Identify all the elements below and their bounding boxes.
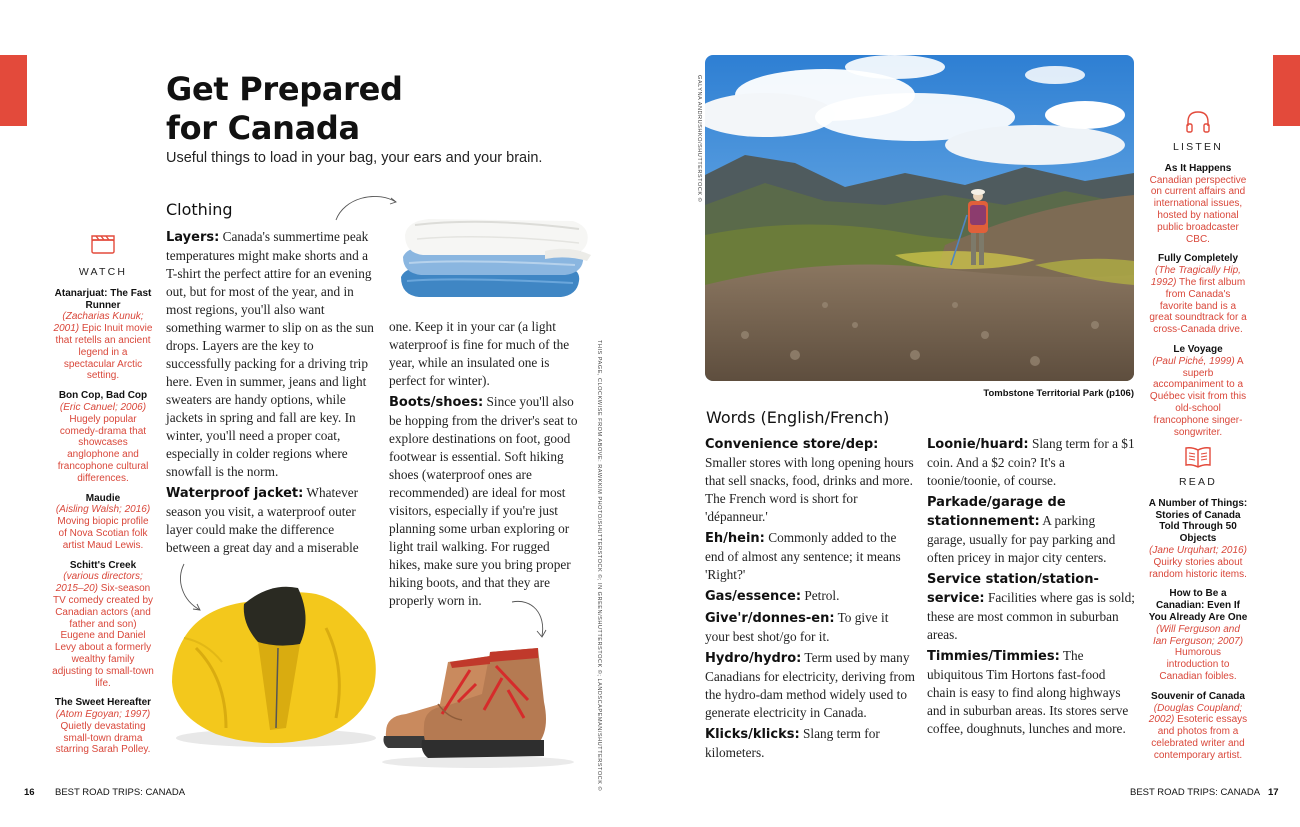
watch-item-description: Moving biopic profile of Nova Scotian folk artist Maud Lewis.: [57, 516, 149, 551]
watch-item-title: Schitt's Creek: [69, 559, 137, 571]
watch-item-title: Bon Cop, Bad Cop: [58, 390, 148, 402]
yellow-jacket-image: [166, 578, 384, 750]
read-item-title: Souvenir of Canada: [1151, 690, 1245, 702]
jacket-lead: Waterproof jacket:: [166, 486, 304, 501]
glossary-entry: [705, 529, 915, 584]
listen-heading: LISTEN: [1173, 141, 1223, 153]
glossary-term: Klicks/klicks:: [705, 727, 800, 742]
glossary-definition: Term used by many Canadians for electricity, deriving from the hydro-dam method widely used to generate electricity in Canada.: [705, 650, 915, 720]
read-item-credit: (Will Ferguson and Ian Ferguson; 2007): [1152, 623, 1244, 647]
boots-text: Since you'll also be hopping from the driver's seat to explore destinations on foot, good footwear is essential. Soft hiking shoes (waterproof ones are recommended) are ideal for most visitors, especially if you're just planning some urban exploring or light trail walking. For rugged hikes, make sure you bring proper hiking boots, and that they are properly worn in.: [389, 394, 578, 608]
listen-item-title: As It Happens: [1164, 162, 1232, 174]
glossary-definition: Smaller stores with long opening hours that sell snacks, food, drinks and more. The French word is short for 'dépanneur.': [705, 455, 914, 524]
glossary-entry: [705, 609, 915, 646]
read-item-credit: (Jane Urquhart; 2016): [1149, 544, 1247, 556]
watch-item: [52, 288, 154, 382]
layers-paragraph: [166, 228, 376, 481]
open-book-icon: [1184, 445, 1212, 469]
folded-sweaters-image: [395, 205, 595, 301]
watch-item-title: Maudie: [85, 492, 121, 504]
listen-item-credit: (The Tragically Hip, 1992): [1150, 265, 1241, 288]
glossary-entry: [927, 493, 1137, 567]
watch-item: [52, 560, 154, 690]
listen-item-title: Le Voyage: [1173, 343, 1223, 355]
page-title-line-1: Get Prepared: [166, 70, 403, 108]
words-column-left: [705, 435, 915, 765]
running-footer-right: BEST ROAD TRIPS: CANADA: [1130, 787, 1261, 798]
watch-heading: WATCH: [78, 266, 128, 278]
glossary-definition: To give it your best shot/go for it.: [705, 610, 889, 644]
watch-item-description: Hugely popular comedy-drama that showcases anglophone and francophone cultural differences.: [57, 413, 149, 484]
glossary-term: Timmies/Timmies:: [927, 649, 1060, 664]
words-column-right: [927, 435, 1137, 741]
listen-item-description: A superb accompaniment to a Québec visit from this old-school francophone singer-songwriter.: [1149, 355, 1247, 438]
glossary-entry: [705, 725, 915, 762]
read-item: [1148, 498, 1248, 581]
glossary-term: Gas/essence:: [705, 589, 802, 604]
boots-lead: Boots/shoes:: [389, 395, 484, 410]
watch-item-credit: (various directors; 2015–20): [55, 571, 143, 595]
glossary-entry: [927, 570, 1137, 644]
watch-item: [52, 493, 154, 552]
page-subtitle: Useful things to load in your bag, your ears and your brain.: [166, 150, 543, 166]
clothing-heading: Clothing: [166, 200, 233, 219]
jacket-text-b: one. Keep it in your car (a light waterproof is fine for much of the year, while an insulated one is perfect for winter).: [389, 319, 570, 388]
read-item-title: How to Be a Canadian: Even If You Already Are One: [1148, 588, 1248, 623]
listen-item: [1148, 253, 1248, 336]
watch-sidebar: [52, 233, 154, 764]
read-item-credit: (Douglas Coupland; 2002): [1148, 702, 1243, 726]
listen-item-title: Fully Completely: [1157, 253, 1238, 265]
page-number-left: 16: [24, 787, 35, 798]
listen-item-credit: (Paul Piché, 1999): [1152, 355, 1235, 367]
glossary-term: Give'r/donnes-en:: [705, 611, 835, 626]
glossary-definition: Commonly added to the end of almost any sentence; it means 'Right?': [705, 530, 901, 582]
page-number-right: 17: [1268, 787, 1279, 798]
read-item: [1148, 691, 1248, 762]
glossary-entry: [705, 587, 915, 606]
read-item-description: Quirky stories about random historic items.: [1149, 556, 1247, 580]
glossary-entry: [927, 435, 1137, 490]
read-item-description: Humorous introduction to Canadian foibles.: [1159, 647, 1237, 682]
arrow-to-sweaters: [332, 190, 402, 224]
words-heading: Words (English/French): [706, 408, 890, 427]
glossary-term: Loonie/huard:: [927, 437, 1029, 452]
glossary-definition: Petrol.: [801, 588, 840, 603]
page-title: [166, 70, 403, 148]
clothing-column-right: [389, 318, 581, 610]
watch-item-credit: (Aisling Walsh; 2016): [55, 504, 151, 516]
glossary-term: Convenience store/dep:: [705, 437, 879, 452]
watch-item: [52, 697, 154, 756]
clothing-column-left: [166, 228, 376, 557]
glossary-term: Eh/hein:: [705, 531, 765, 546]
read-sidebar: [1148, 445, 1248, 770]
watch-item-description: Epic Inuit movie that retells an ancient legend in a spectacular Arctic setting.: [55, 323, 153, 382]
right-edge-tab: [1273, 55, 1300, 126]
glossary-definition: Slang term for a $1 coin. And a $2 coin? It's a toonie/toonie, of course.: [927, 436, 1135, 488]
left-edge-tab: [0, 55, 27, 126]
watch-item-title: Atanarjuat: The Fast Runner: [54, 287, 152, 311]
glossary-entry: [705, 435, 915, 526]
glossary-term: Parkade/garage de stationnement:: [927, 495, 1066, 529]
photo-credit: GALYNA ANDRUSHKO/SHUTTERSTOCK ©: [696, 75, 702, 203]
page-title-line-2: for Canada: [166, 109, 360, 147]
jacket-paragraph: [166, 484, 376, 557]
jacket-text-a: Whatever season you visit, a waterproof outer layer could make the difference between a great day and a miserable: [166, 485, 359, 555]
watch-item-title: The Sweet Hereafter: [54, 697, 152, 709]
glossary-definition: Facilities where gas is sold; these are most common in suburban areas.: [927, 590, 1135, 642]
hiking-boots-image: [378, 644, 578, 769]
photo-caption: Tombstone Territorial Park (p106): [983, 388, 1134, 399]
watch-item-credit: (Atom Egoyan; 1997): [55, 709, 151, 721]
clapperboard-icon: [90, 233, 116, 255]
watch-item-credit: (Eric Canuel; 2006): [59, 401, 147, 413]
boots-paragraph: [389, 393, 581, 610]
glossary-term: Service station/station-service:: [927, 572, 1099, 606]
glossary-entry: [927, 647, 1137, 738]
running-footer-left: BEST ROAD TRIPS: CANADA: [55, 787, 186, 798]
glossary-definition: Slang term for kilometers.: [705, 726, 880, 760]
listen-item-description: Canadian perspective on current affairs and international issues, hosted by national public broadcaster CBC.: [1149, 174, 1247, 245]
watch-item: [52, 390, 154, 484]
headphones-icon: [1185, 110, 1211, 134]
layers-text: Canada's summertime peak temperatures might make shorts and a T-shirt the perfect attire for an evening out, but for most of the year, and in most regions, you'll also want something warmer to slip on as the sun drops. Layers are the key to successfully packing for a driving trip here. Even in summer, jeans and light sweaters are handy options, while jackets in spring and fall are key. In winter, you'll need a proper coat, especially in colder regions where snowfall is the norm.: [166, 229, 374, 479]
items-photo-credit: THIS PAGE, CLOCKWISE FROM ABOVE: RAWKKIM PHOTO/SHUTTERSTOCK ©; IN GREEN/SHUTTERSTOCK ©; LANDSCAPEMAN/SHUTTERSTOCK ©: [596, 340, 602, 792]
tombstone-park-photo: [705, 55, 1134, 381]
read-item-title: A Number of Things: Stories of Canada Told Through 50 Objects: [1148, 497, 1248, 545]
glossary-definition: The ubiquitous Tim Hortons fast-food chain is easy to find along highways and in suburban areas. Its stores serve coffee, doughnuts, lunches and more.: [927, 648, 1129, 736]
glossary-term: Hydro/hydro:: [705, 651, 802, 666]
watch-item-description: Six-season TV comedy created by Canadian actors (and father and son) Eugene and Daniel Levy about a formerly wealthy family adjusting to small-town life.: [52, 583, 154, 689]
arrow-to-boots: [510, 598, 550, 642]
listen-item: [1148, 163, 1248, 246]
listen-sidebar: [1148, 110, 1248, 446]
listen-item-description: The first album from Canada's favorite band is a great soundtrack for a cross-Canada drive.: [1149, 276, 1247, 336]
listen-item: [1148, 344, 1248, 438]
glossary-entry: [705, 649, 915, 722]
read-item-description: Esoteric essays and photos from a celebrated writer and contemporary artist.: [1151, 714, 1248, 761]
layers-lead: Layers:: [166, 230, 220, 245]
watch-item-credit: (Zacharias Kunuk; 2001): [53, 311, 144, 335]
read-heading: READ: [1179, 476, 1217, 488]
read-item: [1148, 588, 1248, 682]
glossary-definition: A parking garage, usually for pay parking and often pricey in major city centers.: [927, 513, 1116, 565]
watch-item-description: Quietly devastating small-town drama starring Sarah Polley.: [55, 720, 151, 756]
